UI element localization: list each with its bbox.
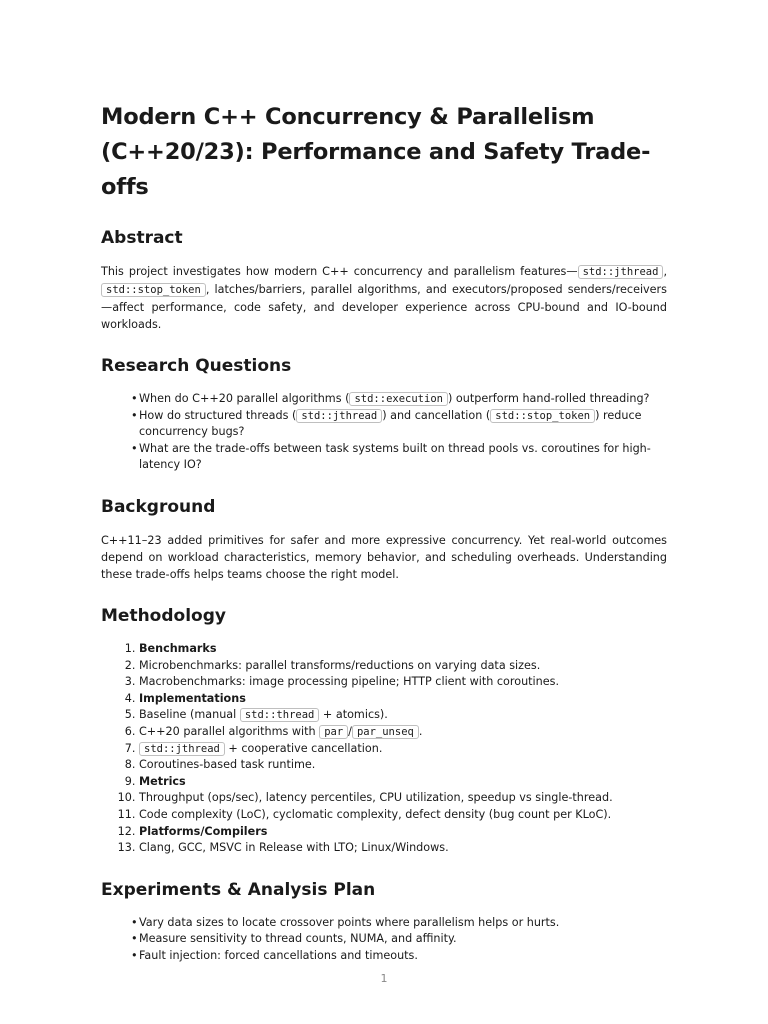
list-item: 4. Implementations: [139, 691, 667, 708]
list-item: 11. Code complexity (LoC), cyclomatic complexity, defect density (bug count per KLoC).: [139, 807, 667, 824]
list-item: 5. Baseline (manual std::thread + atomics).: [139, 707, 667, 724]
experiments-heading: Experiments & Analysis Plan: [101, 879, 376, 900]
list-item: 8. Coroutines-based task runtime.: [139, 757, 667, 774]
list-item: 7. std::jthread + cooperative cancellation.: [139, 741, 667, 758]
code-par-unseq: par_unseq: [352, 725, 419, 739]
methodology-list: [101, 641, 667, 857]
background-text: C++11–23 added primitives for safer and more expressive concurrency. Yet real-world outcomes depend on workload characteristics, memory behavior, and scheduling overheads. Understanding these trade-offs helps teams choose the right model.: [101, 533, 667, 581]
list-item: 9. Metrics: [139, 774, 667, 791]
abstract-text: This project investigates how modern C++ concurrency and parallelism features— std::jthread , std::stop_token , latches/barriers, parallel algorithms, and executors/proposed senders/receivers—affect performance, code safety, and developer experience across CPU-bound and IO-bound workloads.: [101, 265, 667, 331]
methodology-heading: Methodology: [101, 605, 226, 626]
research-questions-list: [101, 391, 667, 474]
abstract-heading: Abstract: [101, 228, 183, 248]
list-item: 13. Clang, GCC, MSVC in Release with LTO; Linux/Windows.: [139, 840, 667, 857]
code-std-stop-token: std::stop_token: [490, 409, 595, 423]
list-item: • Fault injection: forced cancellations and timeouts.: [131, 948, 667, 965]
code-par: par: [319, 725, 348, 739]
code-std-thread: std::thread: [240, 708, 320, 722]
list-item: 6. C++20 parallel algorithms with par / par_unseq .: [139, 724, 667, 741]
document-page: [101, 100, 667, 986]
list-item: • When do C++20 parallel algorithms ( std::execution ) outperform hand-rolled threading?: [131, 391, 667, 408]
document-title: Modern C++ Concurrency & Parallelism (C++20/23): Performance and Safety Trade-offs: [101, 104, 651, 200]
research-questions-heading: Research Questions: [101, 356, 292, 376]
list-item: • Measure sensitivity to thread counts, NUMA, and affinity.: [131, 931, 667, 948]
list-item: • Vary data sizes to locate crossover points where parallelism helps or hurts.: [131, 915, 667, 932]
code-std-jthread: std::jthread: [139, 742, 225, 756]
list-item: 2. Microbenchmarks: parallel transforms/reductions on varying data sizes.: [139, 658, 667, 675]
list-item: 12. Platforms/Compilers: [139, 824, 667, 841]
code-std-jthread: std::jthread: [578, 265, 664, 279]
code-std-execution: std::execution: [349, 392, 448, 406]
list-item: • What are the trade-offs between task systems built on thread pools vs. coroutines for high-latency IO?: [131, 441, 667, 474]
code-std-stop-token: std::stop_token: [101, 283, 206, 297]
experiments-list: [101, 915, 667, 965]
list-item: • How do structured threads ( std::jthread ) and cancellation ( std::stop_token ) reduce concurrency bugs?: [131, 408, 667, 441]
background-heading: Background: [101, 496, 216, 517]
list-item: 10. Throughput (ops/sec), latency percentiles, CPU utilization, speedup vs single-thread.: [139, 790, 667, 807]
list-item: 1. Benchmarks: [139, 641, 667, 658]
page-number: 1: [380, 972, 388, 985]
list-item: 3. Macrobenchmarks: image processing pipeline; HTTP client with coroutines.: [139, 674, 667, 691]
code-std-jthread: std::jthread: [296, 409, 382, 423]
